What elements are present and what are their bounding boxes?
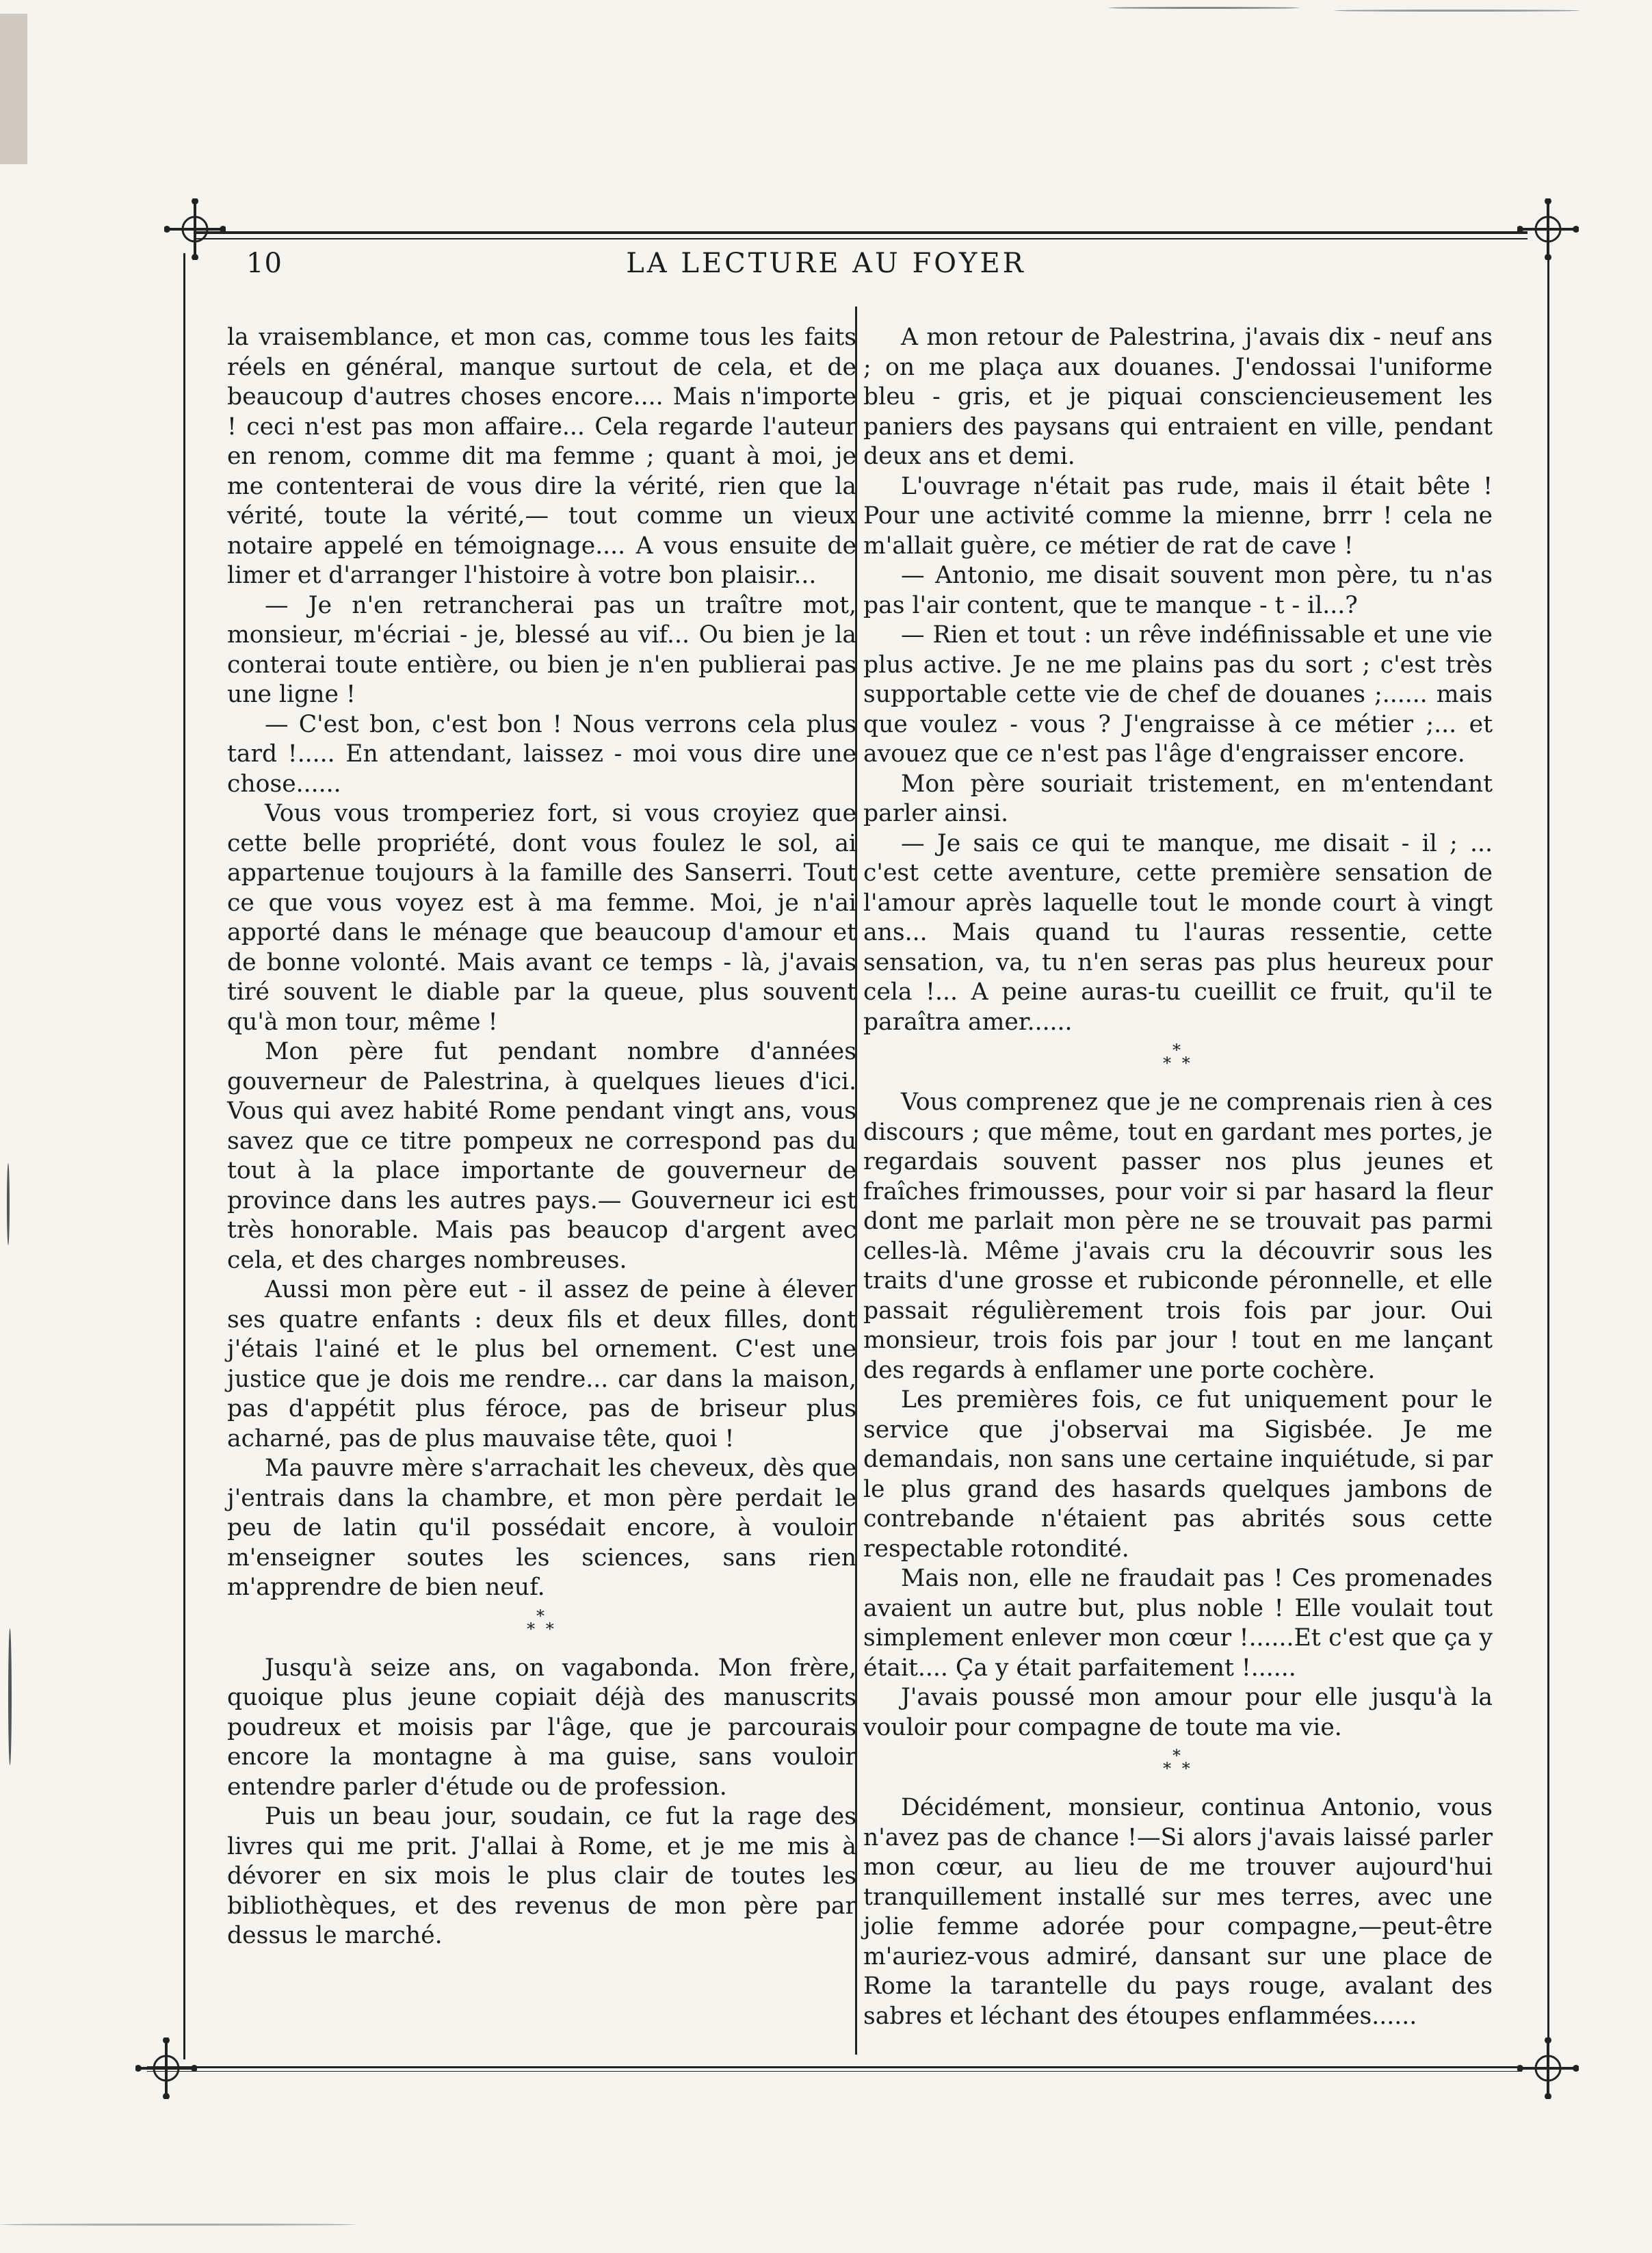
scan-speck [0, 14, 27, 164]
paragraph: Ma pauvre mère s'arrachait les cheveux, dès que j'entrais dans la chambre, et mon père perdait le peu de latin qu'il possédait encore, à vouloir m'enseigner soutes les sciences, sans rien m'apprendre de bien neuf. [227, 1455, 856, 1601]
paragraph: — Je sais ce qui te manque, me disait - il ; ... c'est cette aventure, cette première sensation de l'amour après laquelle tout le monde court à vingt ans... Mais quand tu l'auras ressentie, cette sensation, va, tu n'en seras pas plus heureux pour cela !... A peine auras-tu cueillit ce fruit, qu'il te paraîtra amer...... [863, 829, 1493, 1036]
frame-left-rule [183, 253, 185, 2059]
scan-speck [1334, 10, 1580, 12]
paragraph: J'avais poussé mon amour pour elle jusqu'à la vouloir pour compagne de toute ma vie. [863, 1684, 1493, 1741]
paragraph: Mon père souriait tristement, en m'entendant parler ainsi. [863, 770, 1493, 827]
text-column-right [863, 323, 1493, 2031]
paragraph: L'ouvrage n'était pas rude, mais il était bête ! Pour une activité comme la mienne, brrr ! cela ne m'allait guère, ce métier de rat de cave ! [863, 472, 1493, 560]
paragraph: Les premières fois, ce fut uniquement pour le service que j'observai ma Sigisbée. Je me demandais, non sans une certaine inquiétude, si par le plus grand des hasards quelques jambons de contrebande n'étaient pas abrités sous cette respectable rotondité. [863, 1386, 1493, 1563]
frame-top-rule [195, 231, 1528, 234]
paragraph: Décidément, monsieur, continua Antonio, vous n'avez pas de chance !—Si alors j'avais laissé parler mon cœur, au lieu de me trouver aujourd'hui tranquillement installé sur mes terres, avec une jolie femme adorée pour compagne,—peut-être m'auriez-vous admiré, dansant sur une place de Rome la tarantelle du pays rouge, avalant des sabres et léchant des étoupes enflammées...... [863, 1794, 1493, 2030]
text-column-left [227, 323, 856, 1951]
scan-speck [8, 1628, 12, 1765]
paragraph: Vous vous tromperiez fort, si vous croyiez que cette belle propriété, dont vous foulez le sol, ai appartenue toujours à la famille des Sanserri. Tout ce que vous voyez est à ma femme. Moi, je n'ai apporté dans le ménage que beaucoup d'amour et de bonne volonté. Mais avant ce temps - là, j'avais tiré souvent le diable par la queue, plus souvent qu'à mon tour, même ! [227, 800, 856, 1036]
paragraph: — Antonio, me disait souvent mon père, tu n'as pas l'air content, que te manque - t - il...? [863, 562, 1493, 619]
paragraph: — C'est bon, c'est bon ! Nous verrons cela plus tard !..... En attendant, laissez - moi vous dire une chose...... [227, 710, 856, 798]
section-asterism: * * * [1163, 1746, 1193, 1778]
paragraph: la vraisemblance, et mon cas, comme tous les faits réels en général, manque surtout de cela, et de beaucoup d'autres choses encore.... Mais n'importe ! ceci n'est pas mon affaire... Cela regarde l'auteur en renom, comme dit ma femme ; quant à moi, je me contenterai de vous dire la vérité, rien que la vérité, toute la vérité,— tout comme un vieux notaire appelé en témoignage.... A vous ensuite de limer et d'arranger l'histoire à votre bon plaisir... [227, 324, 856, 589]
frame-header-rule [195, 238, 1528, 239]
paragraph: Jusqu'à seize ans, on vagabonda. Mon frère, quoique plus jeune copiait déjà des manuscrits poudreux et moisis par l'âge, que je parcourais encore la montagne à ma guise, sans vouloir entendre parler d'étude ou de profession. [227, 1654, 856, 1801]
paragraph: Puis un beau jour, soudain, ce fut la rage des livres qui me prit. J'allai à Rome, et je me mis à dévorer en six mois le plus clair de toutes les bibliothèques, et des revenus de mon père par dessus le marché. [227, 1803, 856, 1949]
scan-speck [0, 2224, 356, 2226]
frame-right-rule [1547, 253, 1549, 2059]
paragraph: A mon retour de Palestrina, j'avais dix - neuf ans ; on me plaça aux douanes. J'endossai l'uniforme bleu - gris, et je piquai consciencieusement les paniers des paysans qui entraient en ville, pendant deux ans et demi. [863, 324, 1493, 470]
paragraph: Mais non, elle ne fraudait pas ! Ces promenades avaient un autre but, plus noble ! Elle voulait tout simplement enlever mon cœur !......Et c'est que ça y était.... Ça y était parfaitement !...... [863, 1565, 1493, 1682]
scan-speck [7, 1163, 10, 1245]
scan-speck [1108, 7, 1300, 9]
paragraph: — Je n'en retrancherai pas un traître mot, monsieur, m'écriai - je, blessé au vif... Ou bien je la conterai toute entière, ou bien je n'en publierai pas une ligne ! [227, 591, 856, 708]
paragraph: Vous comprenez que je ne comprenais rien à ces discours ; que même, tout en gardant mes portes, je regardais souvent passer nos plus jeunes et fraîches frimousses, pour voir si par hasard la fleur dont me parlait mon père ne se trouvait pas parmi celles-là. Même j'avais cru la découvrir sous les traits d'une grosse et rubiconde péronnelle, et elle passait régulièrement trois fois par jour. Oui monsieur, trois fois par jour ! tout en me lançant des regards à enflamer une porte cochère. [863, 1089, 1493, 1384]
corner-ornament-bottom-left-icon [135, 2037, 197, 2099]
section-asterism: * * * [527, 1606, 557, 1639]
corner-ornament-bottom-right-icon [1517, 2037, 1579, 2099]
page-number: 10 [246, 248, 283, 279]
frame-bottom-rule-thin [147, 2071, 1522, 2072]
section-asterism: * * * [1163, 1041, 1193, 1073]
paragraph: — Rien et tout : un rêve indéfinissable et une vie plus active. Je ne me plains pas du sort ; c'est très supportable cette vie de chef de douanes ;...... mais que voulez - vous ? J'engraisse à ce métier ;... et avouez que ce n'est pas l'âge d'engraisser encore. [863, 621, 1493, 768]
frame-bottom-rule [147, 2066, 1522, 2068]
paragraph: Mon père fut pendant nombre d'années gouverneur de Palestrina, à quelques lieues d'ici. Vous qui avez habité Rome pendant vingt ans, vous savez que ce titre pompeux ne correspond pas du tout à la place importante de gouverneur de province dans les autres pays.— Gouverneur ici est très honorable. Mais pas beaucop d'argent avec cela, et des charges nombreuses. [227, 1038, 856, 1274]
paragraph: Aussi mon père eut - il assez de peine à élever ses quatre enfants : deux fils et deux filles, dont j'étais l'ainé et le plus bel ornement. C'est une justice que je dois me rendre... car dans la maison, pas d'appétit plus féroce, pas de briseur plus acharné, pas de plus mauvaise tête, quoi ! [227, 1276, 856, 1453]
page-title: LA LECTURE AU FOYER [626, 248, 1026, 279]
